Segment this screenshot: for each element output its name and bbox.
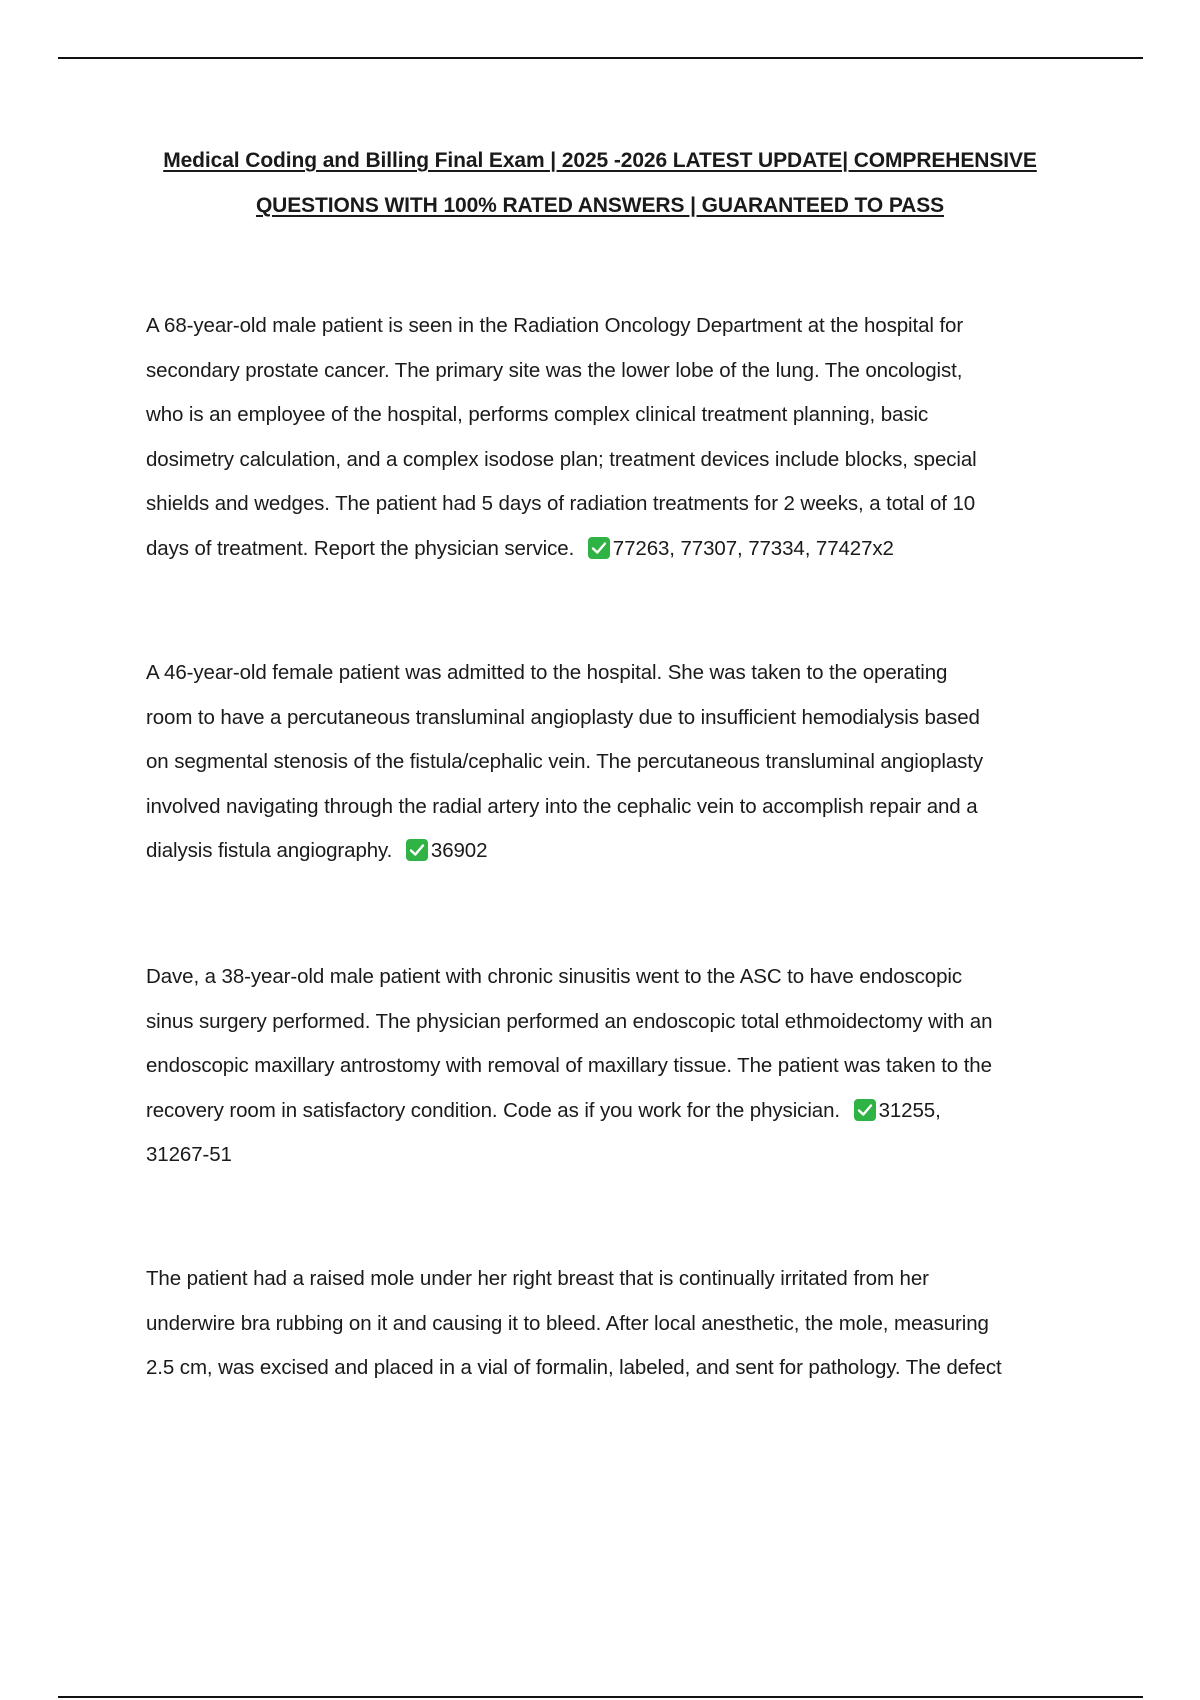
question-text-line: Dave, a 38-year-old male patient with chronic sinusitis went to the ASC to have endoscopic [146,965,962,988]
check-mark-icon [854,1099,876,1121]
question-block-2 [146,651,1096,874]
question-text-line: on segmental stenosis of the fistula/cephalic vein. The percutaneous transluminal angioplasty [146,750,984,774]
question-text-line: dialysis fistula angiography. [146,839,393,863]
question-text-line: A 46-year-old female patient was admitted to the hospital. She was taken to the operating [146,661,948,684]
footer-rule [58,1696,1143,1698]
question-block-1 [146,304,1096,572]
question-text-line: secondary prostate cancer. The primary site was the lower lobe of the lung. The oncologist, [146,358,963,382]
question-text-line: room to have a percutaneous transluminal angioplasty due to insufficient hemodialysis based [146,705,980,729]
header-rule [58,57,1143,59]
question-text-line: 2.5 cm, was excised and placed in a vial of formalin, labeled, and sent for pathology. The defect [146,1356,1002,1380]
answer-text: 77263, 77307, 77334, 77427x2 [612,536,894,560]
question-block-4 [146,1257,1096,1391]
question-block-3 [146,955,1096,1178]
title-line-1: Medical Coding and Billing Final Exam | 2025 -2026 LATEST UPDATE| COMPREHENSIVE [163,149,1037,172]
check-mark-icon [406,839,428,861]
answer-text: 31255, [878,1098,941,1122]
answer-text: 36902 [430,839,488,863]
question-answer-line [146,527,1096,572]
question-text-line: shields and wedges. The patient had 5 days of radiation treatments for 2 weeks, a total of 10 [146,492,976,516]
question-text-line: dosimetry calculation, and a complex isodose plan; treatment devices include blocks, special [146,447,977,471]
check-mark-icon [588,537,610,559]
question-text-line: The patient had a raised mole under her right breast that is continually irritated from her [146,1267,929,1290]
question-text-line: sinus surgery performed. The physician performed an endoscopic total ethmoidectomy with an [146,1009,993,1033]
question-text-line: recovery room in satisfactory condition. Code as if you work for the physician. [146,1098,840,1122]
title-line-2: QUESTIONS WITH 100% RATED ANSWERS | GUARANTEED TO PASS [255,194,945,217]
question-answer-line [146,829,1096,874]
question-text-line: A 68-year-old male patient is seen in the Radiation Oncology Department at the hospital for [146,314,964,337]
document-title [130,138,1070,228]
question-text-line: underwire bra rubbing on it and causing it to bleed. After local anesthetic, the mole, measuring [146,1311,989,1335]
question-answer-line [146,1089,1096,1134]
question-text-line: who is an employee of the hospital, performs complex clinical treatment planning, basic [146,403,929,427]
question-text-line: endoscopic maxillary antrostomy with removal of maxillary tissue. The patient was taken to the [146,1054,992,1078]
question-text-line: involved navigating through the radial artery into the cephalic vein to accomplish repair and a [146,794,978,818]
question-text-line: days of treatment. Report the physician service. [146,536,575,560]
answer-text-continued: 31267-51 [146,1143,232,1167]
